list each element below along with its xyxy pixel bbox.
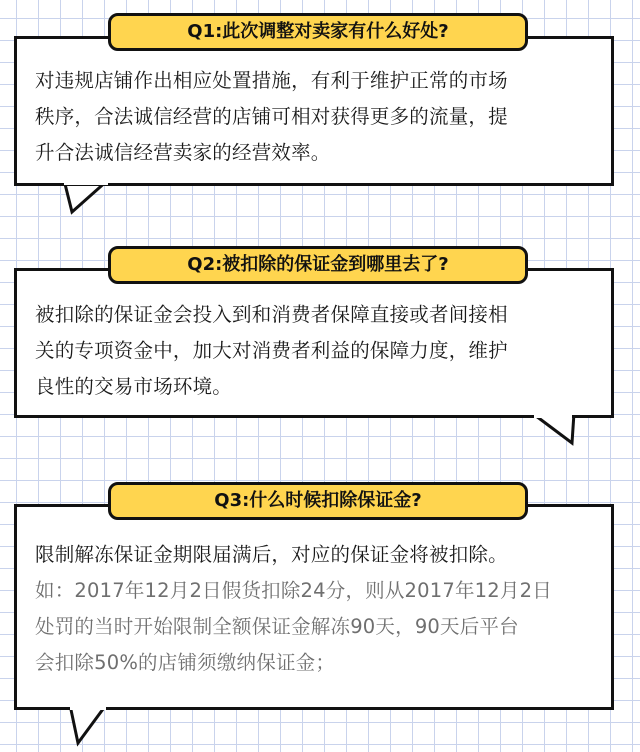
example-line: 会扣除50%的店铺须缴纳保证金； xyxy=(35,651,336,674)
example-line: 处罚的当时开始限制全额保证金解冻90天，90天后平台 xyxy=(35,615,519,638)
question-text: Q2:被扣除的保证金到哪里去了? xyxy=(187,254,449,275)
question-label-q2 xyxy=(108,246,528,284)
speech-tail-q2-cover xyxy=(534,413,574,423)
question-label-q3 xyxy=(108,482,528,520)
answer-line: 被扣除的保证金会投入到和消费者保障直接或者间接相 xyxy=(35,303,508,326)
answer-line: 良性的交易市场环境。 xyxy=(35,375,233,398)
answer-line: 秩序，合法诚信经营的店铺可相对获得更多的流量，提 xyxy=(35,105,508,128)
question-label-q1 xyxy=(108,13,528,51)
example-line: 如：2017年12月2日假货扣除24分，则从2017年12月2日 xyxy=(35,579,552,602)
answer-line: 限制解冻保证金期限届满后，对应的保证金将被扣除。 xyxy=(35,543,508,566)
answer-bubble-q2 xyxy=(14,268,614,418)
answer-line: 升合法诚信经营卖家的经营效率。 xyxy=(35,141,331,164)
speech-tail-q3-cover xyxy=(70,705,110,715)
speech-tail-q1-cover xyxy=(64,180,116,190)
answer-line: 关的专项资金中，加大对消费者利益的保障力度，维护 xyxy=(35,339,508,362)
question-text: Q3:什么时候扣除保证金? xyxy=(214,490,422,511)
question-text: Q1:此次调整对卖家有什么好处? xyxy=(187,21,449,42)
answer-bubble-q3 xyxy=(14,504,614,710)
answer-line: 对违规店铺作出相应处置措施，有利于维护正常的市场 xyxy=(35,69,508,92)
answer-bubble-q1 xyxy=(14,36,614,186)
